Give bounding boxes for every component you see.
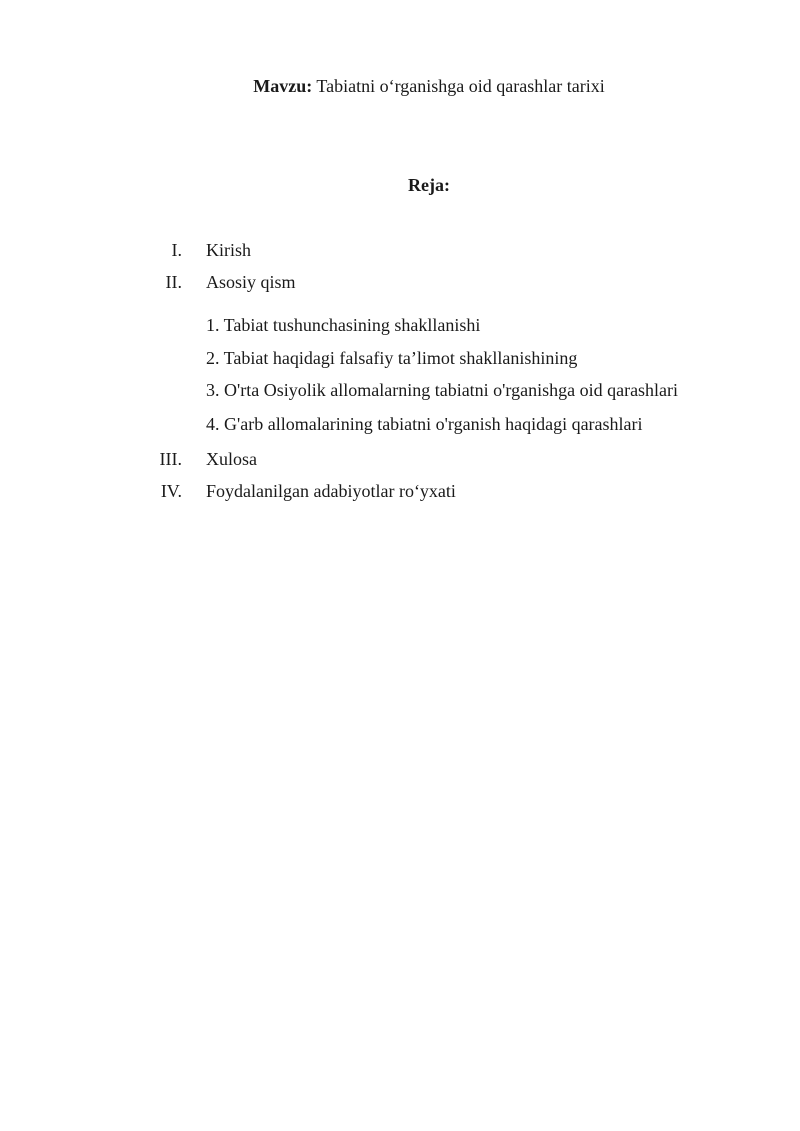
plan-heading: Reja: xyxy=(408,175,450,195)
plan-subitem: 3. O'rta Osiyolik allomalarning tabiatni o'rganishga oid qarashlari xyxy=(206,380,679,400)
plan-item-number: II. xyxy=(165,272,182,292)
plan-item-text: Kirish xyxy=(206,240,251,260)
plan-item-text: Asosiy qism xyxy=(206,272,296,292)
plan-subitem: 1. Tabiat tushunchasining shakllanishi xyxy=(206,315,481,335)
plan-item-text: Xulosa xyxy=(206,449,257,469)
topic-line xyxy=(0,76,800,97)
plan-subitem: 4. G'arb allomalarining tabiatni o'rganish haqidagi qarashlari xyxy=(206,414,643,434)
topic-title: Tabiatni o‘rganishga oid qarashlar tarixi xyxy=(316,76,605,96)
plan-item-number: III. xyxy=(159,449,182,469)
plan-item-number: I. xyxy=(171,240,182,260)
plan-subitem: 2. Tabiat haqidagi falsafiy ta’limot shakllanishining xyxy=(206,348,578,368)
plan-item-number: IV. xyxy=(160,481,182,501)
plan-item-text: Foydalanilgan adabiyotlar ro‘yxati xyxy=(206,481,456,501)
topic-label: Mavzu: xyxy=(253,76,313,96)
